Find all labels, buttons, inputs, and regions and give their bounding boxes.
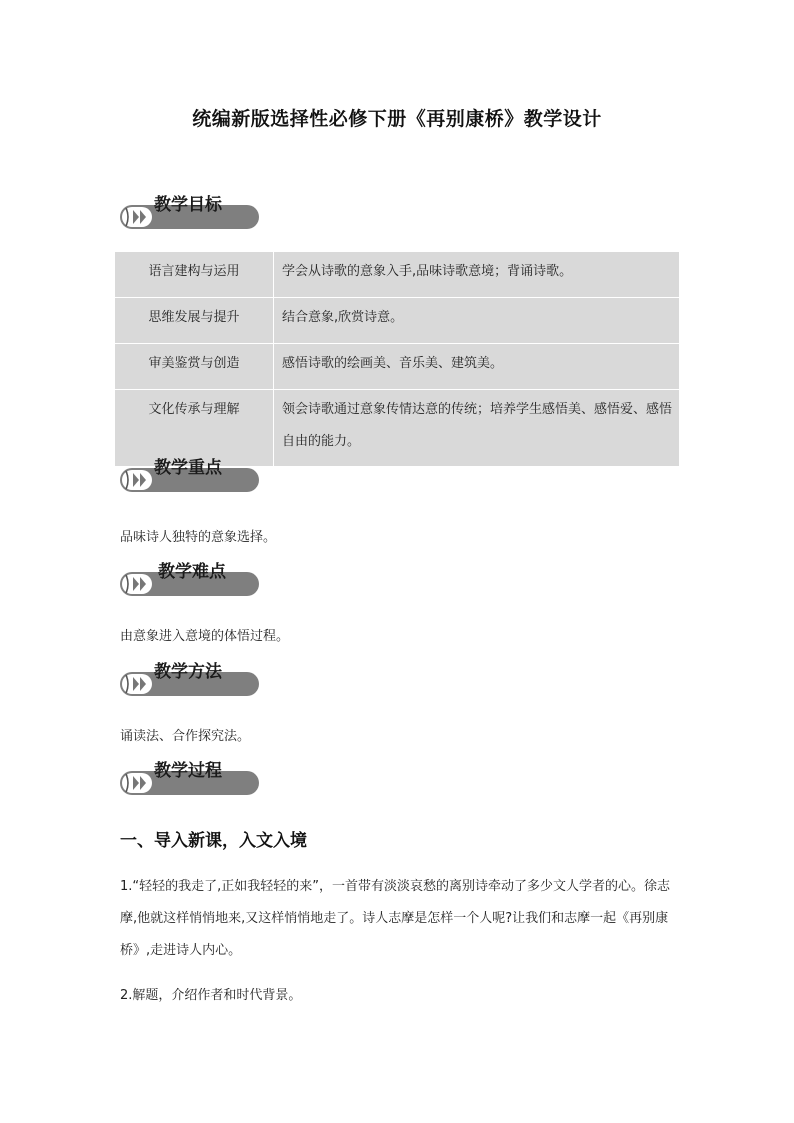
section-tag-process (120, 761, 260, 795)
section-tag-key-points (120, 458, 260, 492)
process-step-2: 2.解题，介绍作者和时代背景。 (120, 988, 302, 1003)
goal-content: 学会从诗歌的意象入手,品味诗歌意境；背诵诗歌。 (274, 252, 680, 298)
table-row (115, 252, 680, 298)
difficulty-text: 由意象进入意境的体悟过程。 (120, 629, 290, 644)
goal-aspect: 思维发展与提升 (115, 298, 274, 344)
section-tag-goals (120, 195, 260, 229)
goal-content: 结合意象,欣赏诗意。 (274, 298, 680, 344)
process-heading: 一、导入新课，入文入境 (120, 831, 307, 851)
section-label: 教学目标 (154, 195, 222, 215)
double-chevron-icon (124, 573, 152, 595)
document-title: 统编新版选择性必修下册《再别康桥》教学设计 (192, 108, 602, 130)
section-label: 教学难点 (158, 562, 226, 582)
goal-content: 领会诗歌通过意象传情达意的传统；培养学生感悟美、感悟爱、感悟自由的能力。 (274, 390, 680, 467)
table-row (115, 344, 680, 390)
table-row (115, 298, 680, 344)
goal-aspect: 审美鉴赏与创造 (115, 344, 274, 390)
double-chevron-icon (124, 469, 152, 491)
goal-aspect: 语言建构与运用 (115, 252, 274, 298)
section-label: 教学方法 (154, 662, 222, 682)
double-chevron-icon (124, 206, 152, 228)
double-chevron-icon (124, 673, 152, 695)
goal-content: 感悟诗歌的绘画美、音乐美、建筑美。 (274, 344, 680, 390)
key-points-text: 品味诗人独特的意象选择。 (120, 530, 277, 545)
double-chevron-icon (124, 772, 152, 794)
section-tag-method (120, 662, 260, 696)
method-text: 诵读法、合作探究法。 (120, 729, 251, 744)
goal-aspect: 文化传承与理解 (115, 390, 274, 467)
process-step-1: 1.“轻轻的我走了,正如我轻轻的来”，一首带有淡淡哀愁的离别诗牵动了多少文人学者的心。徐志摩,他就这样悄悄地来,又这样悄悄地走了。诗人志摩是怎样一个人呢?让我们和志摩一起《再别康桥》,走进诗人内心。 (120, 879, 671, 958)
section-tag-difficulty (120, 562, 260, 596)
section-label: 教学过程 (154, 761, 222, 781)
section-label: 教学重点 (154, 458, 222, 478)
goals-table (114, 251, 680, 467)
